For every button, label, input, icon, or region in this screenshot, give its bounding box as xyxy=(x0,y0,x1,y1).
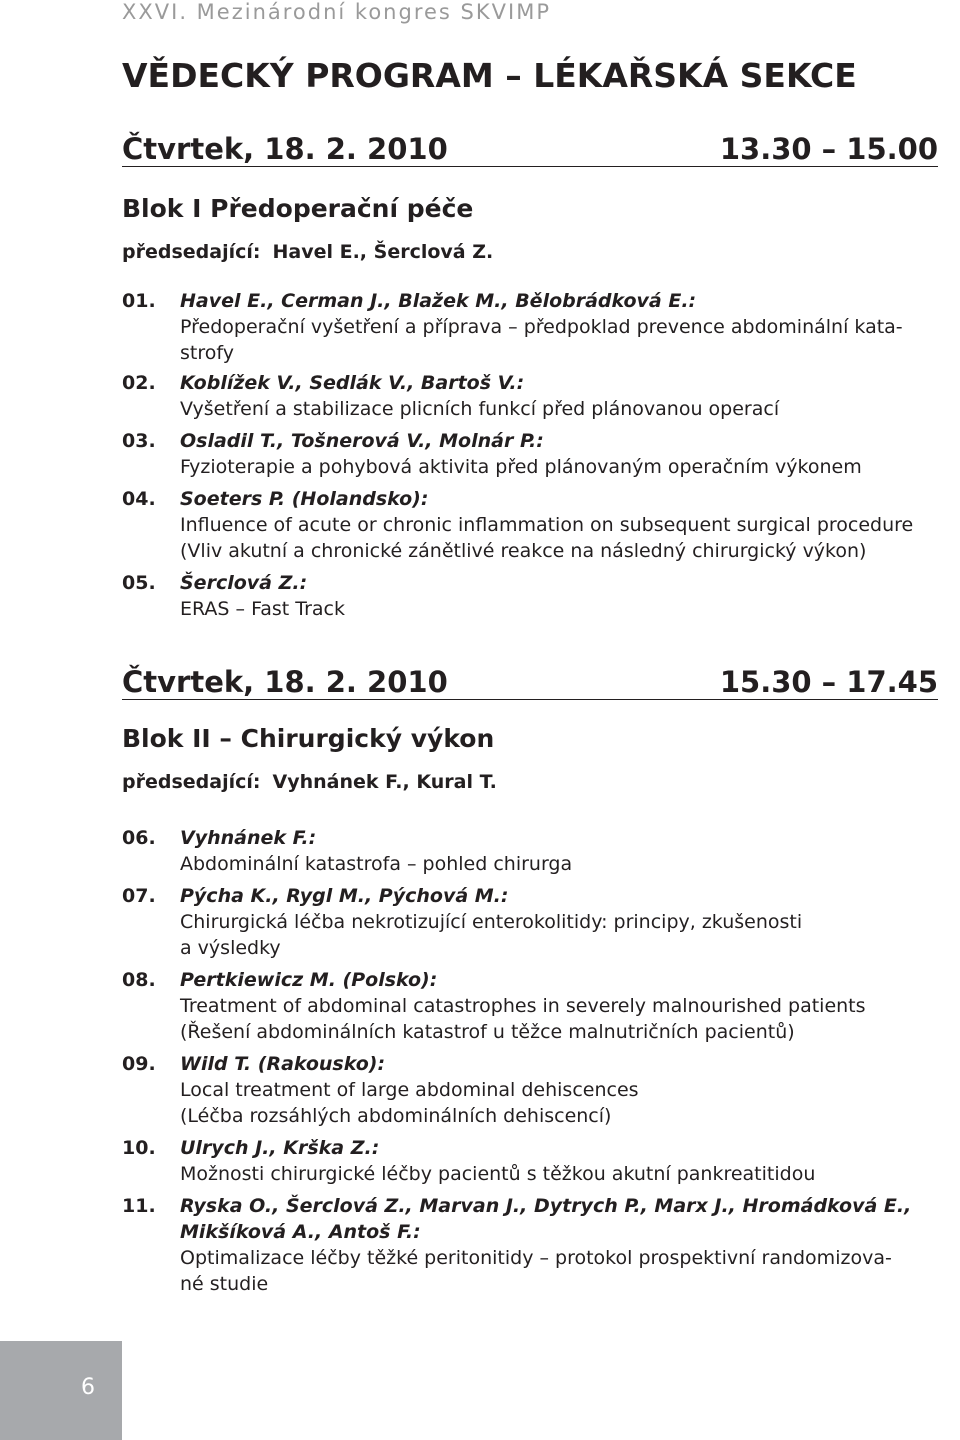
talk-number: 05. xyxy=(122,572,156,594)
talk-number: 04. xyxy=(122,488,156,510)
talk-title-line: (Vliv akutní a chronické zánětlivé reakce na následný chirurgický výkon) xyxy=(180,540,867,562)
talk-number: 06. xyxy=(122,827,156,849)
talk-item xyxy=(122,1193,938,1297)
page-title: VĚDECKÝ PROGRAM – LÉKAŘSKÁ SEKCE xyxy=(122,56,857,95)
talk-authors: Wild T. (Rakousko): xyxy=(180,1053,386,1075)
talk-authors: Koblížek V., Sedlák V., Bartoš V.: xyxy=(180,372,525,394)
talk-item xyxy=(122,486,938,564)
talk-authors: Osladil T., Tošnerová V., Molnár P.: xyxy=(180,430,544,452)
talk-list-2 xyxy=(122,825,938,1297)
talk-number: 02. xyxy=(122,372,156,394)
talk-item xyxy=(122,825,938,877)
talk-title-line: ERAS – Fast Track xyxy=(180,598,346,620)
session-header-1 xyxy=(122,122,938,167)
talk-authors: Havel E., Cerman J., Blažek M., Bělobrádková E.: xyxy=(180,290,697,312)
session-day: Čtvrtek, 18. 2. 2010 xyxy=(122,132,448,166)
chairs-1 xyxy=(122,241,493,263)
talk-item xyxy=(122,370,938,422)
talk-authors: Ryska O., Šerclová Z., Marvan J., Dytrych P., Marx J., Hromádková E., Mikšíková A., Antoš F.: xyxy=(180,1195,912,1243)
talk-item xyxy=(122,288,938,366)
page-number: 6 xyxy=(81,1375,95,1400)
talk-title-line: Local treatment of large abdominal dehiscences xyxy=(180,1079,639,1101)
chairs-2 xyxy=(122,771,497,793)
talk-number: 09. xyxy=(122,1053,156,1075)
chairs-label: předsedající: xyxy=(122,241,261,263)
session-time: 13.30 – 15.00 xyxy=(719,132,938,166)
talk-title-line: Fyzioterapie a pohybová aktivita před plánovaným operačním výkonem xyxy=(180,456,862,478)
talk-number: 10. xyxy=(122,1137,156,1159)
talk-title-line: (Léčba rozsáhlých abdominálních dehiscencí) xyxy=(180,1105,612,1127)
talk-title-line: Optimalizace léčby těžké peritonitidy – protokol prospektivní randomizova- xyxy=(180,1247,892,1269)
talk-number: 08. xyxy=(122,969,156,991)
talk-title-line: Vyšetření a stabilizace plicních funkcí před plánovanou operací xyxy=(180,398,780,420)
talk-title-line: Influence of acute or chronic inflammation on subsequent surgical procedure xyxy=(180,514,914,536)
talk-number: 03. xyxy=(122,430,156,452)
talk-title-line: Abdominální katastrofa – pohled chirurga xyxy=(180,853,573,875)
talk-item xyxy=(122,883,938,961)
talk-title-line: Předoperační vyšetření a příprava – předpoklad prevence abdominální kata- xyxy=(180,316,903,338)
talk-list-1 xyxy=(122,288,938,622)
talk-item xyxy=(122,570,938,622)
talk-authors: Vyhnánek F.: xyxy=(180,827,317,849)
block-title-1: Blok I Předoperační péče xyxy=(122,194,474,223)
talk-authors: Soeters P. (Holandsko): xyxy=(180,488,429,510)
talk-authors: Pýcha K., Rygl M., Pýchová M.: xyxy=(180,885,509,907)
talk-number: 11. xyxy=(122,1195,156,1217)
talk-title-line: a výsledky xyxy=(180,937,281,959)
talk-item xyxy=(122,428,938,480)
talk-number: 01. xyxy=(122,290,156,312)
talk-authors: Šerclová Z.: xyxy=(180,572,308,594)
talk-title-line: Chirurgická léčba nekrotizující enterokolitidy: principy, zkušenosti xyxy=(180,911,803,933)
talk-title-line: strofy xyxy=(180,342,234,364)
chairs-names: Vyhnánek F., Kural T. xyxy=(272,771,497,793)
session-header-2 xyxy=(122,655,938,700)
talk-title-line: Možnosti chirurgické léčby pacientů s těžkou akutní pankreatitidou xyxy=(180,1163,816,1185)
running-header: XXVI. Mezinárodní kongres SKVIMP xyxy=(122,0,551,24)
session-day: Čtvrtek, 18. 2. 2010 xyxy=(122,665,448,699)
talk-title-line: (Řešení abdominálních katastrof u těžce malnutričních pacientů) xyxy=(180,1021,795,1043)
talk-item xyxy=(122,967,938,1045)
talk-number: 07. xyxy=(122,885,156,907)
talk-title-line: né studie xyxy=(180,1273,269,1295)
block-title-2: Blok II – Chirurgický výkon xyxy=(122,724,495,753)
talk-authors: Pertkiewicz M. (Polsko): xyxy=(180,969,438,991)
talk-item xyxy=(122,1135,938,1187)
chairs-names: Havel E., Šerclová Z. xyxy=(272,241,494,263)
talk-authors: Ulrych J., Krška Z.: xyxy=(180,1137,380,1159)
session-time: 15.30 – 17.45 xyxy=(719,665,938,699)
talk-title-line: Treatment of abdominal catastrophes in severely malnourished patients xyxy=(180,995,866,1017)
chairs-label: předsedající: xyxy=(122,771,261,793)
talk-item xyxy=(122,1051,938,1129)
